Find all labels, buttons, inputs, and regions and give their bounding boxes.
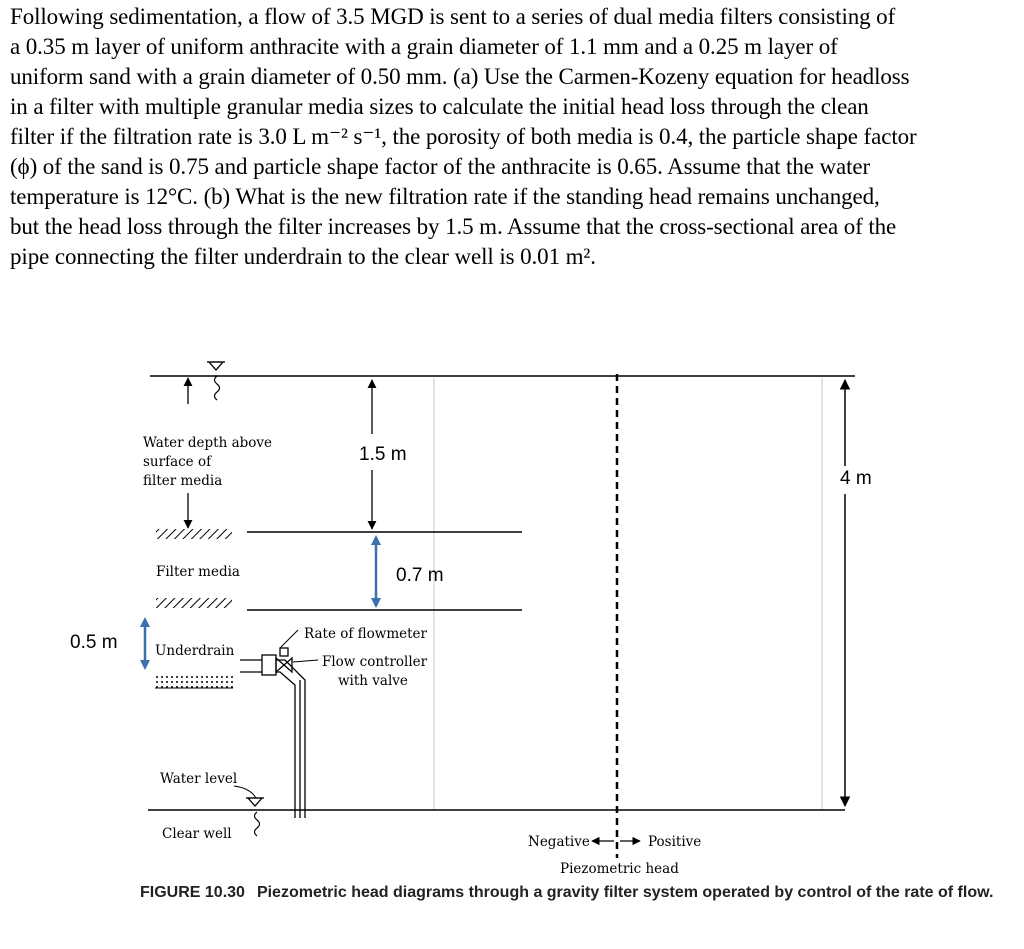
problem-line-2: a 0.35 m layer of uniform anthracite with a grain diameter of 1.1 mm and a 0.25 m layer of [10,34,838,59]
label-filter-media: Filter media [156,564,240,580]
caption-label: FIGURE 10.30 [140,884,245,901]
label-clear-well: Clear well [162,826,232,842]
flowmeter-valve [262,648,292,675]
label-piezometric-head: Piezometric head [560,861,679,877]
problem-line-9: pipe connecting the filter underdrain to the clear well is 0.01 m². [10,244,596,269]
media-bottom-hatch [156,598,232,608]
label-water-depth-1: Water depth above [143,435,273,451]
label-water-level: Water level [160,771,238,787]
label-water-depth-3: filter media [143,473,223,489]
label-flow-controller-2: with valve [338,673,408,689]
label-flow-controller-1: Flow controller [322,654,428,670]
media-top-hatch [156,529,232,539]
label-underdrain: Underdrain [155,643,235,659]
caption-text: Piezometric head diagrams through a gravity filter system operated by control of the rate of flow. [256,884,994,901]
problem-line-3: uniform sand with a grain diameter of 0.50 mm. (a) Use the Carmen-Kozeny equation for headloss [10,64,910,89]
water-surface-symbol-bottom [246,798,264,836]
label-rate-of-flowmeter: Rate of flowmeter [304,626,427,642]
label-positive: Positive [648,834,702,850]
underdrain-gravel [155,676,233,688]
label-negative: Negative [528,834,590,850]
effluent-pipe [240,660,305,818]
problem-line-7: temperature is 12°C. (b) What is the new filtration rate if the standing head remains unchanged, [10,184,880,209]
dim-water-depth: 1.5 m [359,444,407,465]
dim-total-head: 4 m [840,468,872,489]
problem-line-4: in a filter with multiple granular media sizes to calculate the initial head loss through the clean [10,94,869,119]
problem-line-1: Following sedimentation, a flow of 3.5 MGD is sent to a series of dual media filters consisting of [10,4,896,29]
dim-media-depth: 0.7 m [396,565,444,586]
figure-caption [140,882,1000,903]
problem-line-5: filter if the filtration rate is 3.0 L m⁻² s⁻¹, the porosity of both media is 0.4, the particle shape factor [10,124,917,149]
problem-line-6: (ϕ) of the sand is 0.75 and particle shape factor of the anthracite is 0.65. Assume that the water [10,154,871,179]
problem-line-8: but the head loss through the filter increases by 1.5 m. Assume that the cross-sectional area of the [10,214,897,239]
water-surface-symbol-top [207,362,225,400]
label-water-depth-2: surface of [143,454,212,470]
dim-underdrain-depth: 0.5 m [70,632,118,653]
